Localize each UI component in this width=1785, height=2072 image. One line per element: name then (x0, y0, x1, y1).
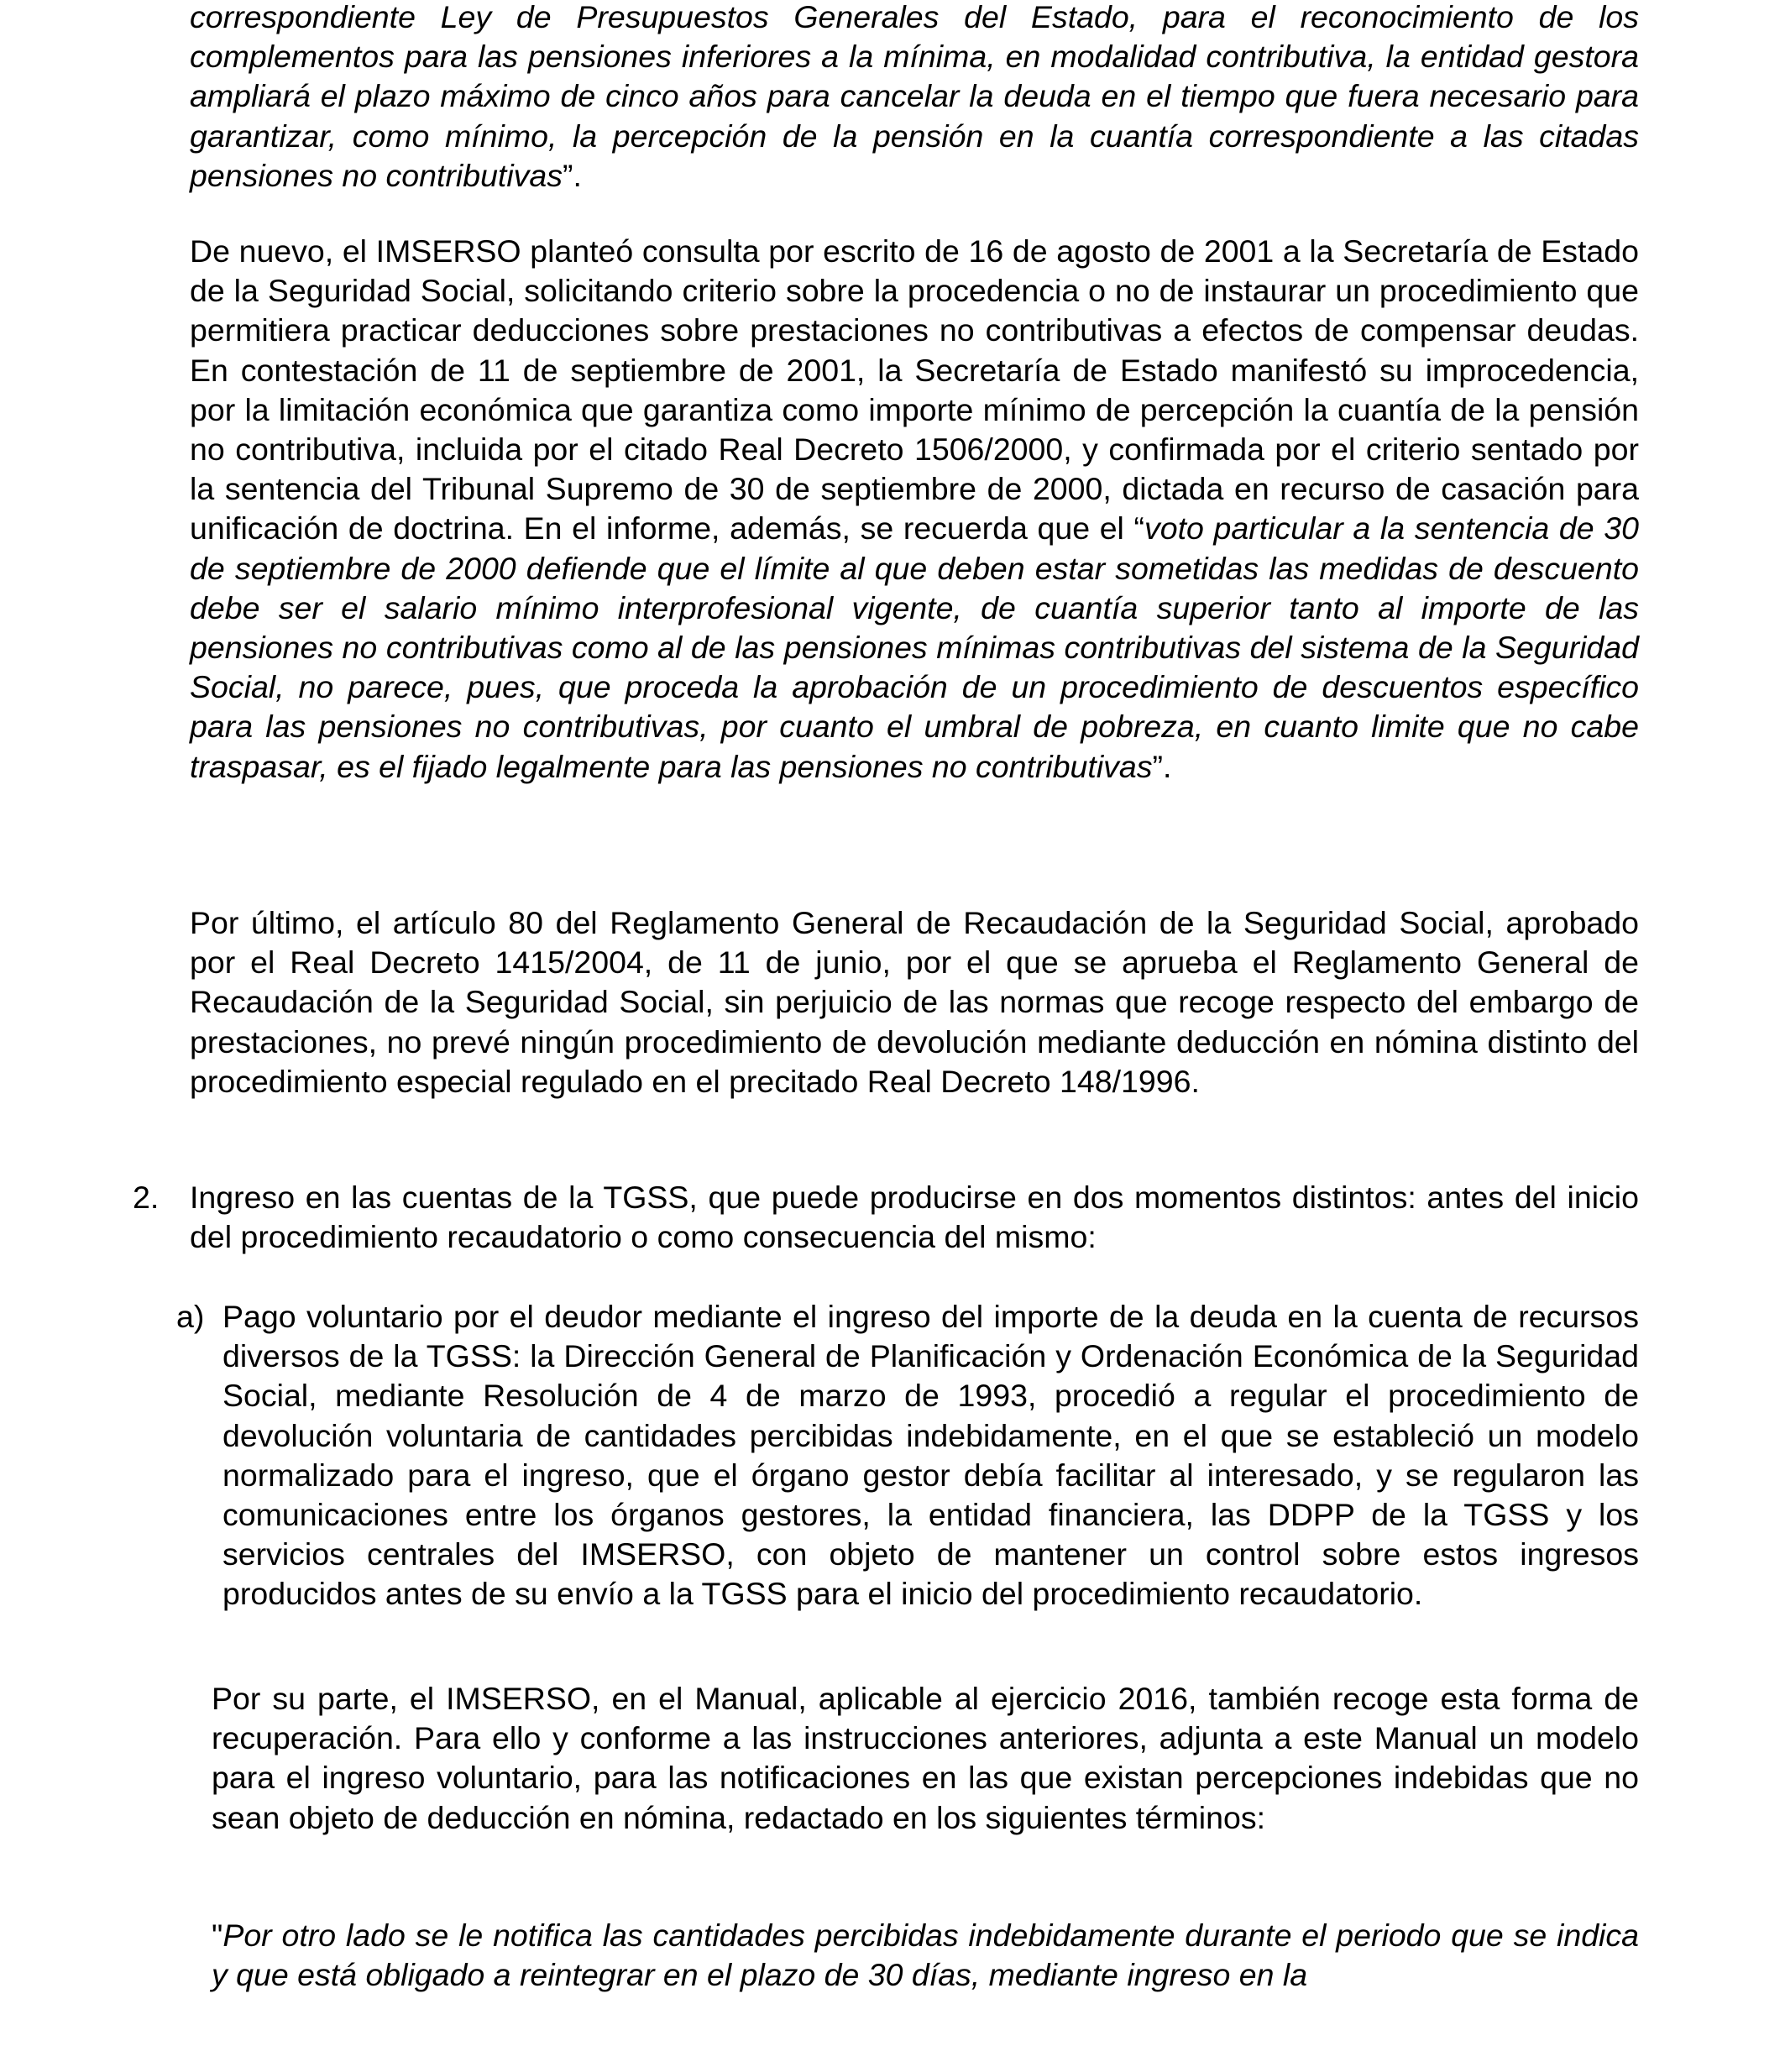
quoted-text-italic: correspondiente Ley de Presupuestos Generales del Estado, para el reconocimiento de los complementos para las pensiones inferiores a la mínima, en modalidad contributiva, la entidad gestora ampliará el plazo máximo de cinco años para cancelar la deuda en el tiempo que fuera necesario para garantizar, como mínimo, la percepción de la pensión en la cuantía correspondiente a las citadas pensiones no contributivas (190, 0, 1639, 193)
list-item-text: Ingreso en las cuentas de la TGSS, que puede producirse en dos momentos distintos: antes del inicio del procedimiento recaudatorio o como consecuencia del mismo: (190, 1180, 1639, 1255)
quoted-notification-italic: Por otro lado se le notifica las cantidades percibidas indebidamente durante el periodo que se indica y que está obligado a reintegrar en el plazo de 30 días, mediante ingreso en la (212, 1918, 1639, 1993)
paragraph-text: Por su parte, el IMSERSO, en el Manual, aplicable al ejercicio 2016, también recoge esta forma de recuperación. Para ello y conforme a las instrucciones anteriores, adjunta a este Manual un modelo para el ingreso voluntario, para las notificaciones en las que existan percepciones indebidas que no sean objeto de deducción en nómina, redactado en los siguientes términos: (212, 1681, 1639, 1835)
closing-quote: ”. (563, 157, 582, 193)
list-item-marker-2: 2. (133, 1180, 160, 1215)
paragraph-text: Por último, el artículo 80 del Reglamento General de Recaudación de la Seguridad Social, aprobado por el Real Decreto 1415/2004, de 11 de junio, por el que se aprueba el Reglamento General de Recaudación de la Seguridad Social, sin perjuicio de las normas que recoge respecto del embargo de prestaciones, no prevé ningún procedimiento de devolución mediante deducción en nómina distinto del procedimiento especial regulado en el precitado Real Decreto 148/1996. (190, 905, 1639, 1099)
list-item-text: Pago voluntario por el deudor mediante el ingreso del importe de la deuda en la cuenta de recursos diversos de la TGSS: la Dirección General de Planificación y Ordenación Económica de la Seguridad Social, mediante Resolución de 4 de marzo de 1993, procedió a regular el procedimiento de devolución voluntaria de cantidades percibidas indebidamente, en el que se estableció un modelo normalizado para el ingreso, que el órgano gestor debía facilitar al interesado, y se regularon las comunicaciones entre los órganos gestores, la entidad financiera, las DDPP de la TGSS y los servicios centrales del IMSERSO, con objeto de mantener un control sobre estos ingresos producidos antes de su envío a la TGSS para el inicio del procedimiento recaudatorio. (222, 1299, 1639, 1612)
paragraph-manual-2016 (212, 1679, 1639, 1838)
opening-quote: " (212, 1918, 223, 1953)
list-item-a (222, 1297, 1639, 1614)
list-item-marker-a: a) (176, 1299, 205, 1334)
closing-quote: ”. (1152, 748, 1172, 784)
paragraph-text: De nuevo, el IMSERSO planteó consulta por escrito de 16 de agosto de 2001 a la Secretaría de Estado de la Seguridad Social, solicitando criterio sobre la procedencia o no de instaurar un procedimiento que permitiera practicar deducciones sobre prestaciones no contributivas a efectos de compensar deudas. En contestación de 11 de septiembre de 2001, la Secretaría de Estado manifestó su improcedencia, por la limitación económica que garantiza como importe mínimo de percepción la cuantía de la pensión no contributiva, incluida por el citado Real Decreto 1506/2000, y confirmada por el criterio sentado por la sentencia del Tribunal Supremo de 30 de septiembre de 2000, dictada en recurso de casación para unificación de doctrina. En el informe, además, se recuerda que el “ (190, 233, 1639, 547)
paragraph-articulo-80 (190, 903, 1639, 1101)
quoted-voto-particular-italic: voto particular a la sentencia de 30 de septiembre de 2000 defiende que el límite al que deben estar sometidas las medidas de descuento debe ser el salario mínimo interprofesional vigente, de cuantía superior tanto al importe de las pensiones no contributivas como al de las pensiones mínimas contributivas del sistema de la Seguridad Social, no parece, pues, que proceda la aprobación de un procedimiento de descuentos específico para las pensiones no contributivas, por cuanto el umbral de pobreza, en cuanto limite que no cabe traspasar, es el fijado legalmente para las pensiones no contributivas (190, 510, 1639, 784)
paragraph-quote-continuation (190, 0, 1639, 196)
paragraph-quoted-notification (212, 1916, 1639, 1995)
paragraph-imserso-consulta (190, 232, 1639, 787)
list-item-2 (190, 1178, 1639, 1257)
